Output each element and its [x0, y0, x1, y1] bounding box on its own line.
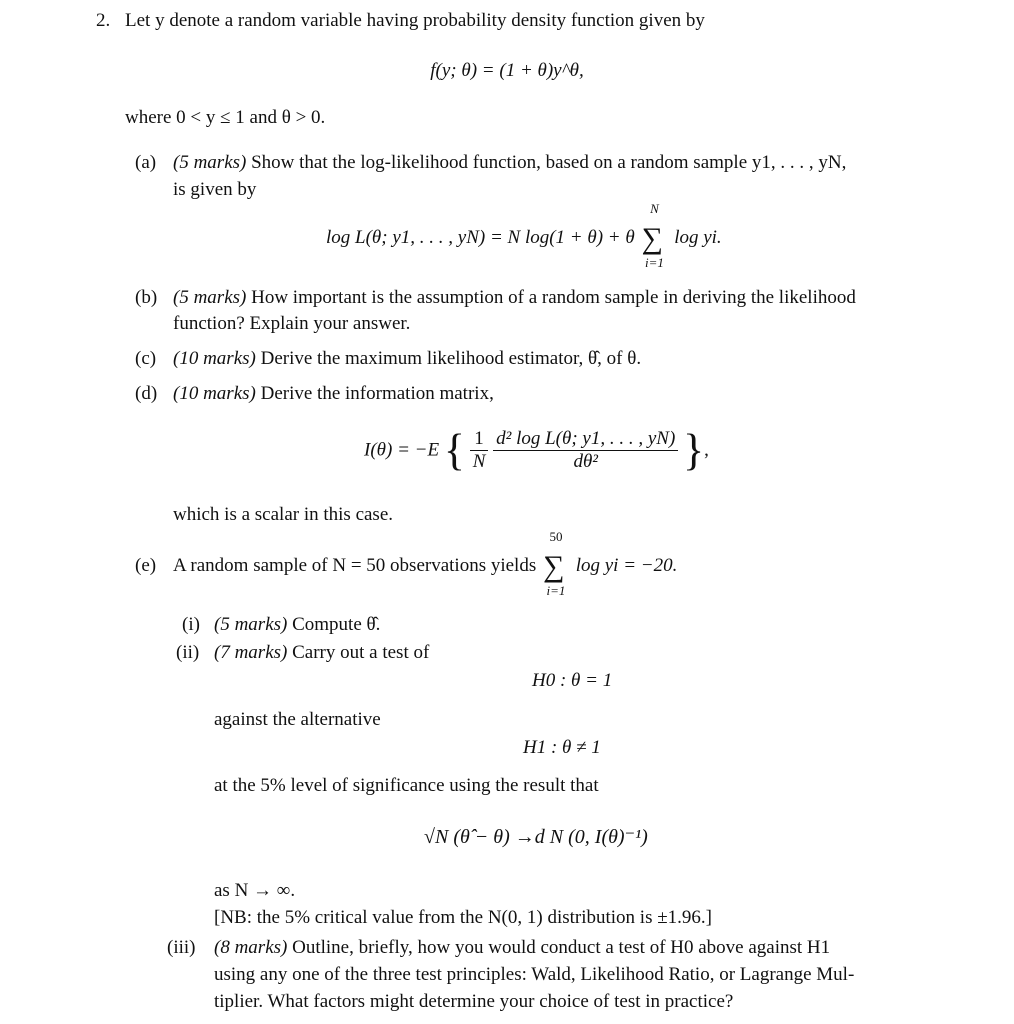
part-d-line	[173, 381, 494, 407]
part-a-text1: Show that the log-likelihood function, based on a random sample y1, . . . , yN,	[251, 152, 847, 173]
part-d-label: (d)	[135, 383, 158, 404]
part-b-text1: How important is the assumption of a random sample in deriving the likelihood	[251, 287, 856, 308]
fraction-one-over-n	[470, 428, 489, 473]
part-d-formula-lhs: I(θ) = −E	[364, 439, 440, 461]
sigma-icon: ∑	[641, 221, 663, 255]
part-b-label: (b)	[135, 287, 158, 308]
part-a-label: (a)	[135, 152, 157, 173]
right-brace-icon: }	[683, 425, 705, 475]
level-text: at the 5% level of significance using the result that	[214, 775, 599, 796]
frac2-denominator: dθ²	[573, 451, 598, 472]
part-b-line1	[173, 285, 856, 311]
part-e-formula-rhs: log yi = −20.	[575, 555, 678, 576]
part-c-line	[173, 346, 641, 372]
part-a-summation	[639, 200, 669, 270]
part-c-marks: (10 marks)	[173, 348, 256, 369]
question-number: 2.	[96, 10, 111, 31]
part-e-label: (e)	[135, 555, 157, 576]
information-matrix-formula: I(θ) = −E { $\frac{1}{N}$ $\frac{\text{d² log L(θ; y1, . . . , yN)}}{\text{dθ²}}$ },	[364, 425, 709, 475]
part-e-ii-marks: (7 marks)	[214, 642, 288, 663]
part-e-sum-top: 50	[549, 528, 563, 544]
part-a-line1	[173, 150, 846, 176]
frac1-denominator: N	[472, 451, 486, 472]
part-e-iii-text1: Outline, briefly, how you would conduct a test of H0 above against H1	[292, 937, 831, 958]
part-b-marks: (5 marks)	[173, 287, 247, 308]
part-e-i-marks: (5 marks)	[214, 614, 288, 635]
question-intro: Let y denote a random variable having probability density function given by	[125, 10, 705, 31]
frac2-numerator: d² log L(θ; y1, . . . , yN)	[493, 428, 678, 451]
part-a-sum-top: N	[650, 200, 659, 216]
left-brace-icon: {	[443, 425, 465, 475]
support-text: where 0 < y ≤ 1 and θ > 0.	[125, 107, 326, 128]
as-n-text: as N → ∞.	[214, 880, 296, 901]
part-e-ii-line	[214, 640, 429, 666]
part-c-text: Derive the maximum likelihood estimator, θ̂, of θ.	[260, 348, 642, 369]
sigma-icon: ∑	[542, 549, 565, 583]
part-e-iii-text3: tiplier. What factors might determine your choice of test in practice?	[214, 991, 734, 1012]
part-e-ii-text: Carry out a test of	[292, 642, 430, 663]
part-b-text2: function? Explain your answer.	[173, 313, 411, 334]
part-e-i-line	[214, 612, 380, 638]
part-e-iii-marks: (8 marks)	[214, 937, 288, 958]
part-e-sum-bottom: i=1	[546, 582, 566, 598]
part-e-ii-label: (ii)	[176, 642, 200, 663]
part-e-i-label: (i)	[182, 614, 200, 635]
part-e-text: A random sample of N = 50 observations yields	[173, 555, 537, 576]
part-e-i-text: Compute θ̂.	[292, 614, 381, 635]
part-a-formula-rhs: log yi.	[674, 227, 722, 248]
part-a-text2: is given by	[173, 179, 257, 200]
part-e-summation	[541, 528, 571, 598]
part-a-formula	[326, 200, 722, 270]
part-a-formula-lhs: log L(θ; y1, . . . , yN) = N log(1 + θ) + θ	[326, 227, 635, 248]
part-e-line	[173, 528, 678, 598]
null-hypothesis: H0 : θ = 1	[532, 670, 613, 691]
part-a-sum-bottom: i=1	[644, 254, 664, 270]
part-d-marks: (10 marks)	[173, 383, 256, 404]
part-e-iii-text2: using any one of the three test principles: Wald, Likelihood Ratio, or Lagrange Mul-	[214, 964, 855, 985]
frac1-numerator: 1	[470, 428, 489, 451]
part-c-label: (c)	[135, 348, 157, 369]
part-e-iii-label: (iii)	[167, 937, 196, 958]
part-d-text: Derive the information matrix,	[260, 383, 494, 404]
part-d-after: which is a scalar in this case.	[173, 504, 394, 525]
pdf-formula: f(y; θ) = (1 + θ)y^θ,	[430, 60, 584, 81]
fraction-second-derivative	[493, 428, 678, 473]
part-e-iii-line1	[214, 935, 830, 961]
asymptotic-result: √N (θ̂ − θ) →d N (0, I(θ)⁻¹)	[424, 826, 648, 848]
nb-critical-value: [NB: the 5% critical value from the N(0, 1) distribution is ±1.96.]	[214, 907, 712, 928]
part-a-marks: (5 marks)	[173, 152, 247, 173]
against-text: against the alternative	[214, 709, 381, 730]
alternative-hypothesis: H1 : θ ≠ 1	[523, 737, 601, 758]
